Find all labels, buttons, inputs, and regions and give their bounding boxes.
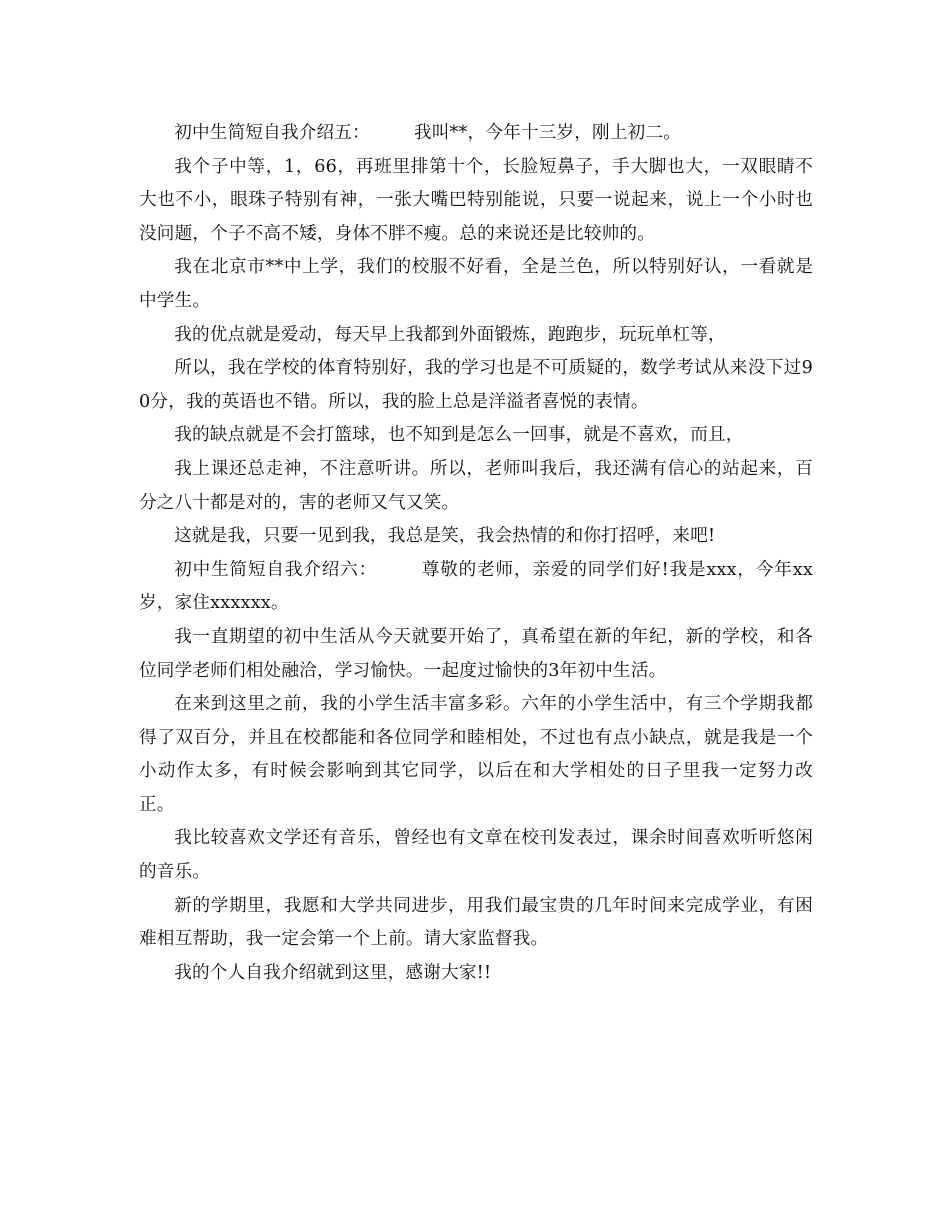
paragraph: 我个子中等，1，66，再班里排第十个，长脸短鼻子，手大脚也大，一双眼睛不大也不小，眼珠子特别有神，一张大嘴巴特别能说，只要一说起来，说上一个小时也没问题，个子不高不矮，身体不胖不瘦。总的来说还是比较帅的。 (139, 156, 813, 244)
paragraph: 我比较喜欢文学还有音乐，曾经也有文章在校刊发表过，课余时间喜欢听听悠闲的音乐。 (139, 828, 813, 883)
paragraph: 新的学期里，我愿和大学共同进步，用我们最宝贵的几年时间来完成学业，有困难相互帮助，我一定会第一个上前。请大家监督我。 (139, 895, 813, 950)
paragraph: 我在北京市**中上学，我们的校服不好看，全是兰色，所以特别好认，一看就是中学生。 (139, 257, 813, 311)
paragraph: 我上课还总走神，不注意听讲。所以，老师叫我后，我还满有信心的站起来，百分之八十都是对的，害的老师又气又笑。 (139, 458, 813, 513)
document-body (139, 117, 813, 990)
paragraph: 这就是我，只要一见到我，我总是笑，我会热情的和你打招呼，来吧! (174, 526, 716, 547)
paragraph: 我的个人自我介绍就到这里，感谢大家!! (174, 962, 492, 983)
intro6-heading-paragraph (139, 554, 813, 621)
paragraph: 所以，我在学校的体育特别好，我的学习也是不可质疑的，数学考试从来没下过90分，我的英语也不错。所以，我的脸上总是洋溢者喜悦的表情。 (139, 358, 813, 412)
intro6-heading: 初中生简短自我介绍六： (174, 559, 378, 580)
intro5-first-line: 我叫**，今年十三岁，刚上初二。 (413, 123, 682, 143)
paragraph: 我的缺点就是不会打篮球，也不知到是怎么一回事，就是不喜欢，而且， (174, 425, 744, 446)
intro5-heading: 初中生简短自我介绍五： (174, 123, 370, 143)
paragraph: 我的优点就是爱动，每天早上我都到外面锻炼，跑跑步，玩玩单杠等， (174, 324, 726, 345)
intro5-heading-paragraph (139, 117, 813, 151)
paragraph: 在来到这里之前，我的小学生活丰富多彩。六年的小学生活中，有三个学期我都得了双百分，并且在校都能和各位同学和睦相处，不过也有点小缺点，就是我是一个小动作太多，有时候会影响到其它同学，以后在和大学相处的日子里我一定努力改正。 (139, 694, 813, 815)
intro6-first-line: 尊敬的老师，亲爱的同学们好!我是xxx，今年xx岁，家住xxxxxx。 (139, 559, 813, 614)
paragraph: 我一直期望的初中生活从今天就要开始了，真希望在新的年纪，新的学校，和各位同学老师们相处融洽，学习愉快。一起度过愉快的3年初中生活。 (139, 626, 813, 681)
